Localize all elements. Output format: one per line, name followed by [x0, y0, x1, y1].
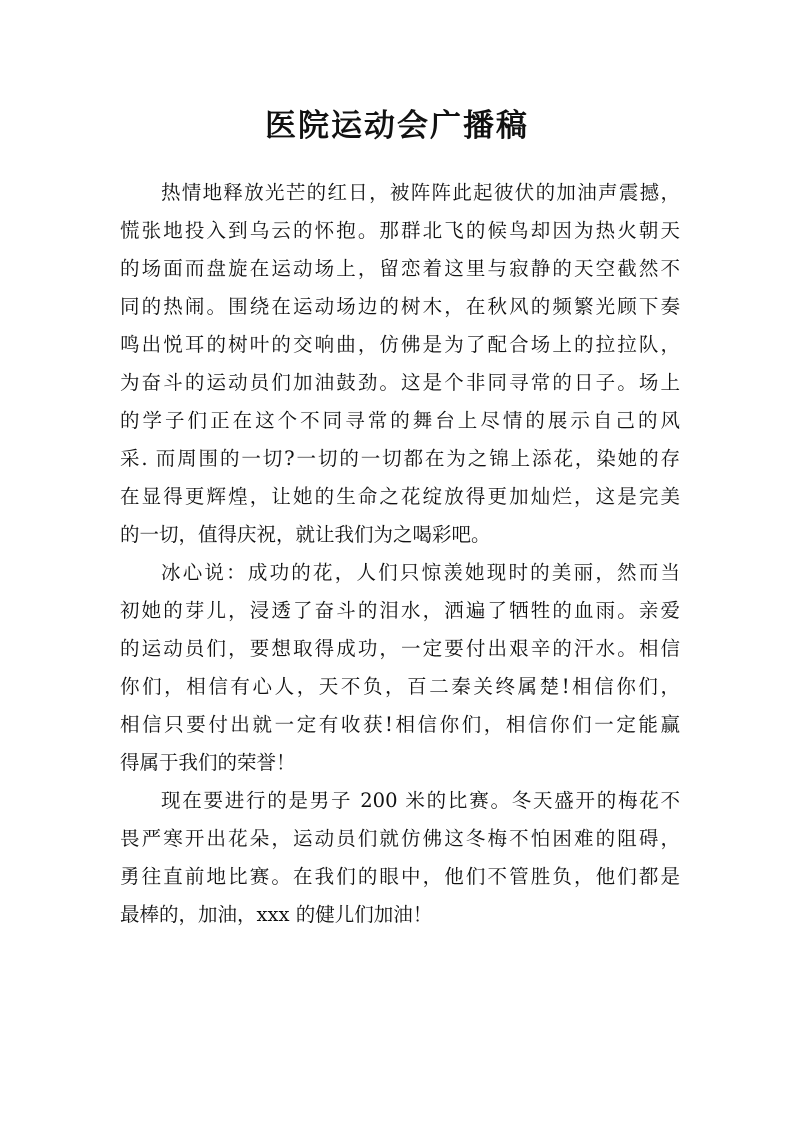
paragraph-2-line: 得属于我们的荣誉！: [120, 751, 296, 774]
paragraph-2-line: 相信只要付出就一定有收获!相信你们，相信你们一定能赢: [120, 713, 680, 736]
paragraph-1-line: 的学子们正在这个不同寻常的舞台上尽情的展示自己的风: [120, 409, 680, 432]
paragraph-1-line: 的一切，值得庆祝，就让我们为之喝彩吧。: [120, 523, 491, 546]
paragraph-1-line: 鸣出悦耳的树叶的交响曲，仿佛是为了配合场上的拉拉队，: [120, 333, 680, 356]
paragraph-2-line: 你们，相信有心人，天不负，百二秦关终属楚!相信你们，: [120, 675, 680, 698]
paragraph-2-line: 的运动员们，要想取得成功，一定要付出艰辛的汗水。相信: [120, 637, 680, 660]
paragraph-1-line: 在显得更辉煌，让她的生命之花绽放得更加灿烂，这是完美: [120, 485, 680, 508]
paragraph-3-line: 现在要进行的是男子 200 米的比赛。冬天盛开的梅花不: [161, 789, 680, 812]
paragraph-2-line: 冰心说：成功的花，人们只惊羡她现时的美丽，然而当: [161, 561, 680, 584]
paragraph-1-line: 慌张地投入到乌云的怀抱。那群北飞的候鸟却因为热火朝天: [120, 219, 680, 242]
paragraph-2-line: 初她的芽儿，浸透了奋斗的泪水，洒遍了牺牲的血雨。亲爱: [120, 599, 680, 622]
paragraph-1-line: 的场面而盘旋在运动场上，留恋着这里与寂静的天空截然不: [120, 257, 680, 280]
paragraph-1-line: 热情地释放光芒的红日，被阵阵此起彼伏的加油声震撼，: [161, 181, 680, 204]
paragraph-1-line: 为奋斗的运动员们加油鼓劲。这是个非同寻常的日子。场上: [120, 371, 680, 394]
paragraph-1-line: 同的热闹。围绕在运动场边的树木，在秋风的频繁光顾下奏: [120, 295, 680, 318]
paragraph-3-line: 最棒的，加油，xxx 的健儿们加油！: [120, 903, 433, 926]
paragraph-1-line: 采. 而周围的一切?一切的一切都在为之锦上添花，染她的存: [120, 447, 680, 470]
document-title: 医院运动会广播稿: [265, 108, 529, 144]
document-body: [120, 174, 680, 934]
paragraph-3-line: 畏严寒开出花朵，运动员们就仿佛这冬梅不怕困难的阻碍，: [120, 827, 680, 850]
paragraph-3-line: 勇往直前地比赛。在我们的眼中，他们不管胜负，他们都是: [120, 865, 680, 888]
